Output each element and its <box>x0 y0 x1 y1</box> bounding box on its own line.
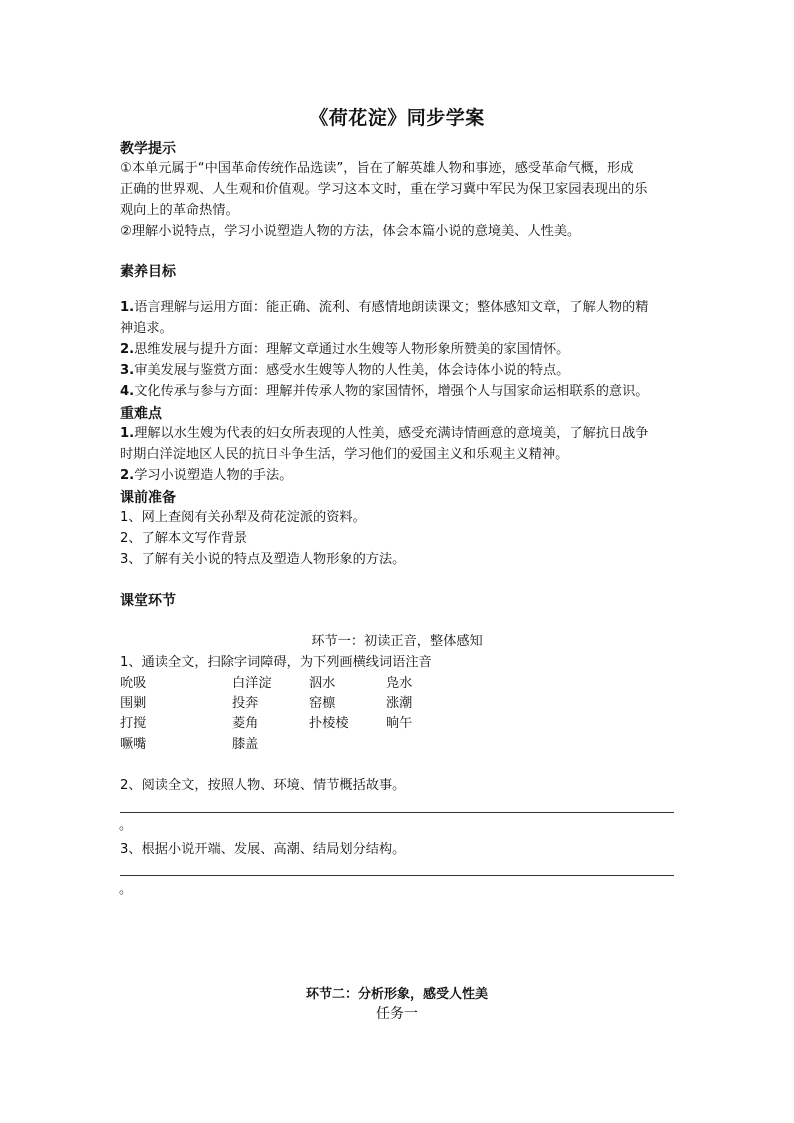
answer-line <box>120 812 674 813</box>
goal-item: 1.语言理解与运用方面：能正确、流利、有感情地朗读课文；整体感知文章，了解人物的精 <box>120 300 649 315</box>
vocab-word: 晌午 <box>386 716 413 731</box>
vocab-word: 围剿 <box>120 696 147 711</box>
vocab-word: 扑棱棱 <box>309 716 349 731</box>
vocab-word: 白洋淀 <box>232 676 272 691</box>
part1-title: 环节一：初读正音，整体感知 <box>311 634 483 649</box>
key-point-item: 时期白洋淀地区人民的抗日斗争生活，学习他们的爱国主义和乐观主义精神。 <box>120 447 569 462</box>
question-1: 1、通读全文，扫除字词障碍，为下列画横线词语注音 <box>120 655 432 670</box>
goal-item: 2.思维发展与提升方面：理解文章通过水生嫂等人物形象所赞美的家国情怀。 <box>120 342 570 357</box>
vocab-word: 凫水 <box>386 676 413 691</box>
answer-end-mark: 。 <box>119 882 133 897</box>
vocab-word: 投奔 <box>232 696 259 711</box>
key-point-item: 1.理解以水生嫂为代表的妇女所表现的人性美，感受充满诗情画意的意境美，了解抗日战争 <box>120 426 649 441</box>
page-title: 《荷花淀》同步学案 <box>309 107 485 129</box>
vocab-word: 打搅 <box>120 716 147 731</box>
task-label: 任务一 <box>376 1006 418 1022</box>
answer-end-mark: 。 <box>119 818 133 833</box>
key-point-item: 2.学习小说塑造人物的手法。 <box>120 468 293 483</box>
part2-title: 环节二：分析形象，感受人性美 <box>305 987 488 1002</box>
goal-item: 3.审美发展与鉴赏方面：感受水生嫂等人物的人性美，体会诗体小说的特点。 <box>120 363 570 378</box>
section-heading-key-points: 重难点 <box>120 406 162 422</box>
section-heading-preparation: 课前准备 <box>120 490 176 506</box>
preparation-item: 1、网上查阅有关孙犁及荷花淀派的资料。 <box>120 510 366 525</box>
section-heading-goals: 素养目标 <box>120 264 176 280</box>
teaching-tip-line: 观向上的革命热情。 <box>120 203 239 218</box>
question-3: 3、根据小说开端、发展、高潮、结局划分结构。 <box>120 842 406 857</box>
answer-line <box>120 875 674 876</box>
teaching-tip-line: ②理解小说特点，学习小说塑造人物的方法，体会本篇小说的意境美、人性美。 <box>120 224 581 239</box>
section-heading-teaching-tips: 教学提示 <box>120 141 176 157</box>
vocab-word: 菱角 <box>232 716 259 731</box>
vocab-word: 泅水 <box>309 676 336 691</box>
goal-item: 神追求。 <box>120 321 173 336</box>
vocab-word: 涨潮 <box>386 696 413 711</box>
vocab-word: 膝盖 <box>232 737 259 752</box>
preparation-item: 2、了解本文写作背景 <box>120 531 248 546</box>
vocab-word: 噘嘴 <box>120 737 147 752</box>
goal-item: 4.文化传承与参与方面：理解并传承人物的家国情怀，增强个人与国家命运相联系的意识。 <box>120 384 649 399</box>
vocab-word: 吮吸 <box>120 676 147 691</box>
teaching-tip-line: 正确的世界观、人生观和价值观。学习这本文时，重在学习冀中军民为保卫家园表现出的乐 <box>120 182 648 197</box>
preparation-item: 3、了解有关小说的特点及塑造人物形象的方法。 <box>120 552 406 567</box>
vocab-word: 窑檩 <box>309 696 336 711</box>
section-heading-class: 课堂环节 <box>120 593 176 609</box>
question-2: 2、阅读全文，按照人物、环境、情节概括故事。 <box>120 778 406 793</box>
teaching-tip-line: ①本单元属于“中国革命传统作品选读”，旨在了解英雄人物和事迹，感受革命气概，形成 <box>120 161 634 176</box>
